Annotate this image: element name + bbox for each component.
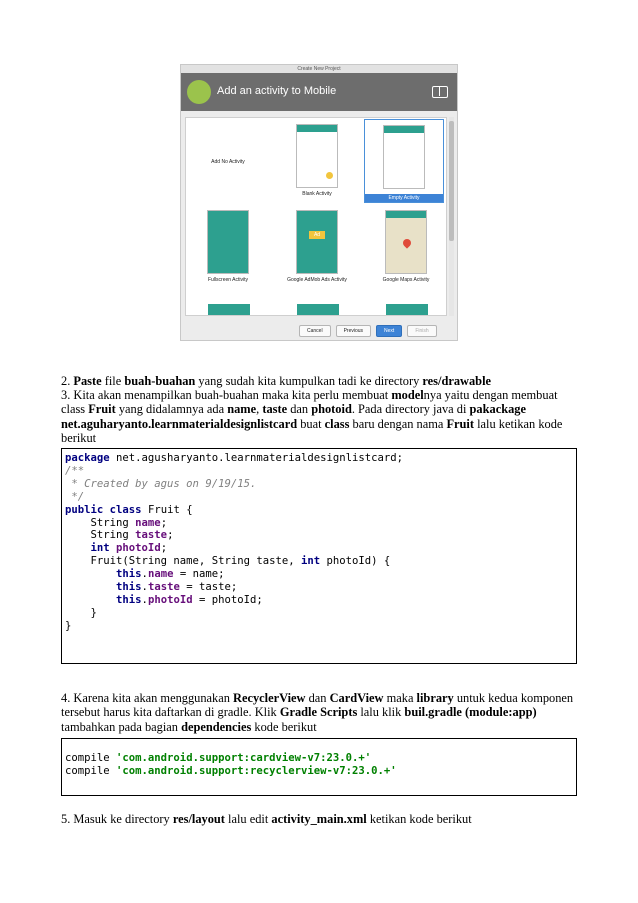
step-5-paragraph: 5. Masuk ke directory res/layout lalu edit activity_main.xml ketikan kode berikut [61,812,472,826]
next-button[interactable]: Next [376,325,402,337]
phone-preview [207,210,249,274]
tile-add-no-activity[interactable] [190,156,266,165]
tile-maps-activity[interactable] [368,210,444,283]
step-4-paragraph: 4. Karena kita akan menggunakan RecyclerView dan CardView maka library untuk kedua komponen tersebut harus kita daftarkan di gradle. Klik Gradle Scripts lalu klik buil.gradle (module:app) tambahkan pada bagian dependencies kode berikut [61,691,574,734]
partial-tile [297,304,339,316]
partial-tile [386,304,428,316]
tile-empty-activity-selected[interactable] [364,119,444,203]
tile-caption: Google AdMob Ads Activity [287,277,347,283]
tile-caption: Fullscreen Activity [207,277,248,283]
phone-preview [383,125,425,189]
step-3-paragraph: 3. Kita akan menampilkan buah-buahan maka kita perlu membuat modelnya yaitu dengan membuat class Fruit yang didalamnya ada name, taste dan photoid. Pada directory java di pakackage net.aguharyanto.learnmaterialdesignlistcard buat class baru dengan nama Fruit lalu ketikan kode berikut [61,388,563,446]
fab-icon [326,172,333,179]
tile-caption: Google Maps Activity [382,277,430,283]
book-icon [432,86,448,98]
tile-blank-activity[interactable] [279,124,355,197]
tile-admob-activity[interactable] [279,210,355,283]
finish-button[interactable]: Finish [407,325,436,337]
tile-caption: Blank Activity [302,191,332,197]
phone-preview [296,124,338,188]
create-project-dialog-image [180,64,458,341]
dialog-heading: Add an activity to Mobile [217,85,337,97]
fruit-class-code-block: package net.agusharyanto.learnmaterialdesignlistcard; /** * Created by agus on 9/19/15. */ public class Fruit { String name; String taste; int photoId; Fruit(String name, String taste, int photoId) { this.name = name; this.taste = taste; this.photoId = photoId; } } [61,448,577,664]
phone-preview [296,210,338,274]
tile-caption: Empty Activity [365,194,443,202]
map-pin-icon [401,237,412,248]
step-2-paragraph: 2. Paste file buah-buahan yang sudah kita kumpulkan tadi ke directory res/drawable [61,374,492,388]
phone-preview [385,210,427,274]
gradle-dependencies-code-block: compile 'com.android.support:cardview-v7:23.0.+' compile 'com.android.support:recyclerview-v7:23.0.+' [61,738,577,796]
android-studio-logo-icon [187,80,211,104]
cancel-button[interactable]: Cancel [299,325,331,337]
previous-button[interactable]: Previous [336,325,371,337]
dialog-buttons [299,325,437,335]
activity-gallery [185,117,447,316]
dialog-window-title: Create New Project [181,65,457,74]
ad-badge: Ad [309,231,325,239]
partial-tile [208,304,250,316]
gallery-scrollbar[interactable] [449,117,454,316]
tile-fullscreen-activity[interactable] [190,210,266,283]
dialog-header [181,73,457,111]
tile-caption: Add No Activity [211,159,245,165]
